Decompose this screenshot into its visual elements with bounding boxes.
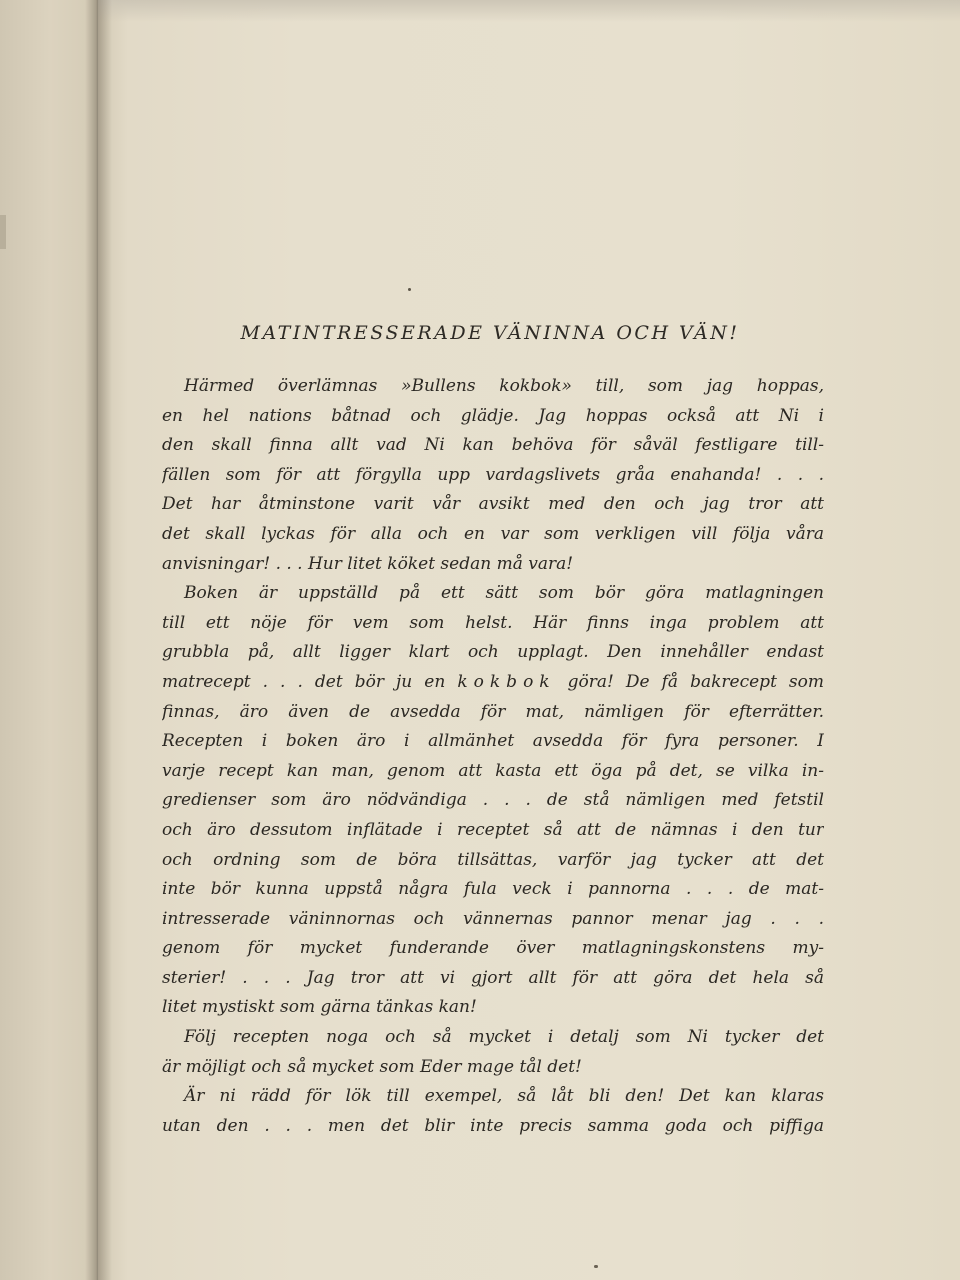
- text-line: Följ recepten noga och så mycket i detalj som Ni tycker det: [184, 1027, 824, 1048]
- print-speck: [408, 288, 411, 291]
- text-line: varje recept kan man, genom att kasta ett öga på det, se vilka in-: [162, 760, 824, 781]
- print-speck-bottom: [594, 1265, 598, 1268]
- page-top-edge: [98, 0, 960, 22]
- text-line: genom för mycket funderande över matlagningskonstens my-: [162, 938, 824, 959]
- text-line: och äro dessutom inflätade i receptet så att de nämnas i den tur: [162, 819, 824, 840]
- text-line: anvisningar! . . . Hur litet köket sedan må vara!: [162, 553, 574, 574]
- previous-page-mark: [0, 215, 6, 249]
- text-line: det skall lyckas för alla och en var som verkligen vill följa våra: [162, 523, 824, 544]
- text-line: och ordning som de böra tillsättas, varför jag tycker att det: [162, 849, 824, 870]
- text-line: inte bör kunna uppstå några fula veck i pannorna . . . de mat-: [162, 879, 824, 900]
- spaced-word: kokbok: [457, 671, 556, 692]
- text-line: den skall finna allt vad Ni kan behöva för såväl festligare till-: [162, 435, 824, 456]
- text-line: en hel nations båtnad och glädje. Jag hoppas också att Ni i: [162, 405, 824, 426]
- gutter-shadow: [98, 0, 112, 1280]
- text-line: är möjligt och så mycket som Eder mage tål det!: [162, 1056, 582, 1077]
- text-line: Härmed överlämnas »Bullens kokbok» till, som jag hoppas,: [184, 376, 824, 396]
- body-text: [162, 372, 824, 1141]
- text-line: Är ni rädd för lök till exempel, så låt bli den! Det kan klaras: [184, 1086, 824, 1107]
- text-line-tail: göra! De få bakrecept som: [567, 671, 824, 692]
- text-line: Recepten i boken äro i allmänhet avsedda för fyra personer. I: [162, 731, 824, 752]
- text-line: Boken är uppställd på ett sätt som bör göra matlagningen: [184, 583, 824, 604]
- text-line-head: matrecept . . . det bör ju en: [162, 671, 446, 692]
- text-line: Det har åtminstone varit vår avsikt med den och jag tror att: [162, 494, 824, 515]
- text-line: fällen som för att förgylla upp vardagslivets gråa enahanda! . . .: [162, 464, 824, 485]
- text-line-with-spaced-word: [162, 668, 824, 698]
- text-line: finnas, äro även de avsedda för mat, nämligen för efterrätter.: [162, 701, 824, 722]
- text-line: till ett nöje för vem som helst. Här finns inga problem att: [162, 612, 824, 633]
- previous-page-edge: [0, 0, 98, 1280]
- text-line: grubbla på, allt ligger klart och upplagt. Den innehåller endast: [162, 642, 824, 663]
- text-line: intresserade väninnornas och vännernas pannor menar jag . . .: [162, 908, 824, 929]
- page-heading: MATINTRESSERADE VÄNINNA OCH VÄN!: [240, 322, 740, 344]
- text-line: litet mystiskt som gärna tänkas kan!: [162, 997, 477, 1018]
- text-line: gredienser som äro nödvändiga . . . de stå nämligen med fetstil: [162, 790, 824, 811]
- text-line: utan den . . . men det blir inte precis samma goda och piffiga: [162, 1115, 824, 1136]
- text-line: sterier! . . . Jag tror att vi gjort allt för att göra det hela så: [162, 967, 824, 988]
